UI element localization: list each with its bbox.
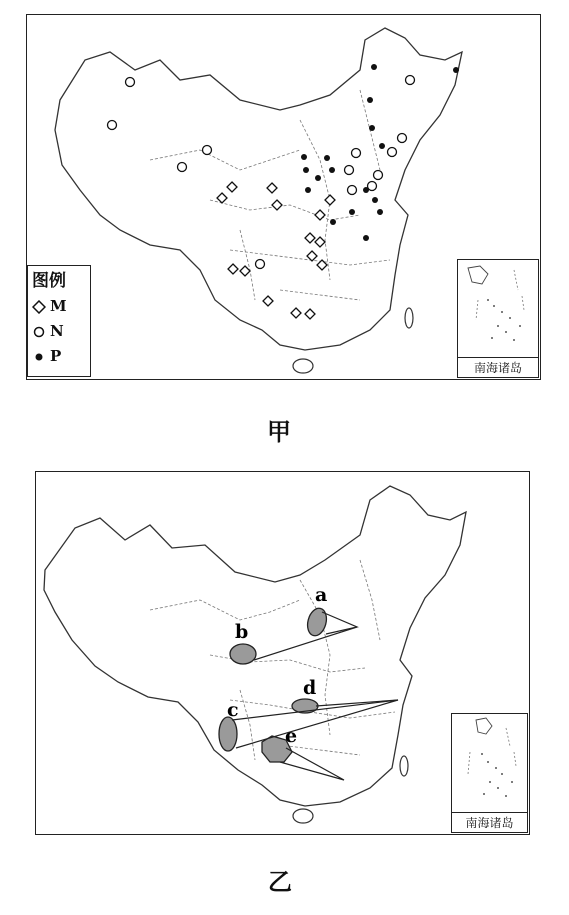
south-china-sea-inset-yi (451, 713, 528, 833)
region-label-c: c (227, 699, 239, 721)
legend-label-n: N (50, 322, 64, 340)
inset-islands-yi (452, 714, 527, 810)
inset-label-jia: 南海诸岛 (458, 357, 538, 376)
legend-title: 图例 (32, 271, 66, 291)
legend-label-m: M (50, 297, 67, 315)
region-b (230, 644, 256, 664)
pointer-b (254, 627, 357, 660)
caption-jia: 甲 (267, 418, 291, 446)
region-label-b: b (235, 621, 249, 643)
legend-label-p: P (50, 347, 62, 365)
region-letters (227, 584, 327, 747)
china-outline-yi (44, 486, 466, 806)
region-label-e: e (285, 725, 298, 747)
caption-yi: 乙 (268, 868, 292, 896)
region-label-d: d (303, 677, 317, 699)
pointer-a (322, 612, 357, 634)
region-a (305, 606, 330, 638)
province-lines-yi (150, 560, 395, 760)
inset-label-yi: 南海诸岛 (452, 812, 527, 831)
hainan-island-yi (293, 809, 313, 823)
taiwan-island-yi (400, 756, 408, 776)
region-label-a: a (315, 584, 328, 606)
region-c (219, 717, 237, 751)
